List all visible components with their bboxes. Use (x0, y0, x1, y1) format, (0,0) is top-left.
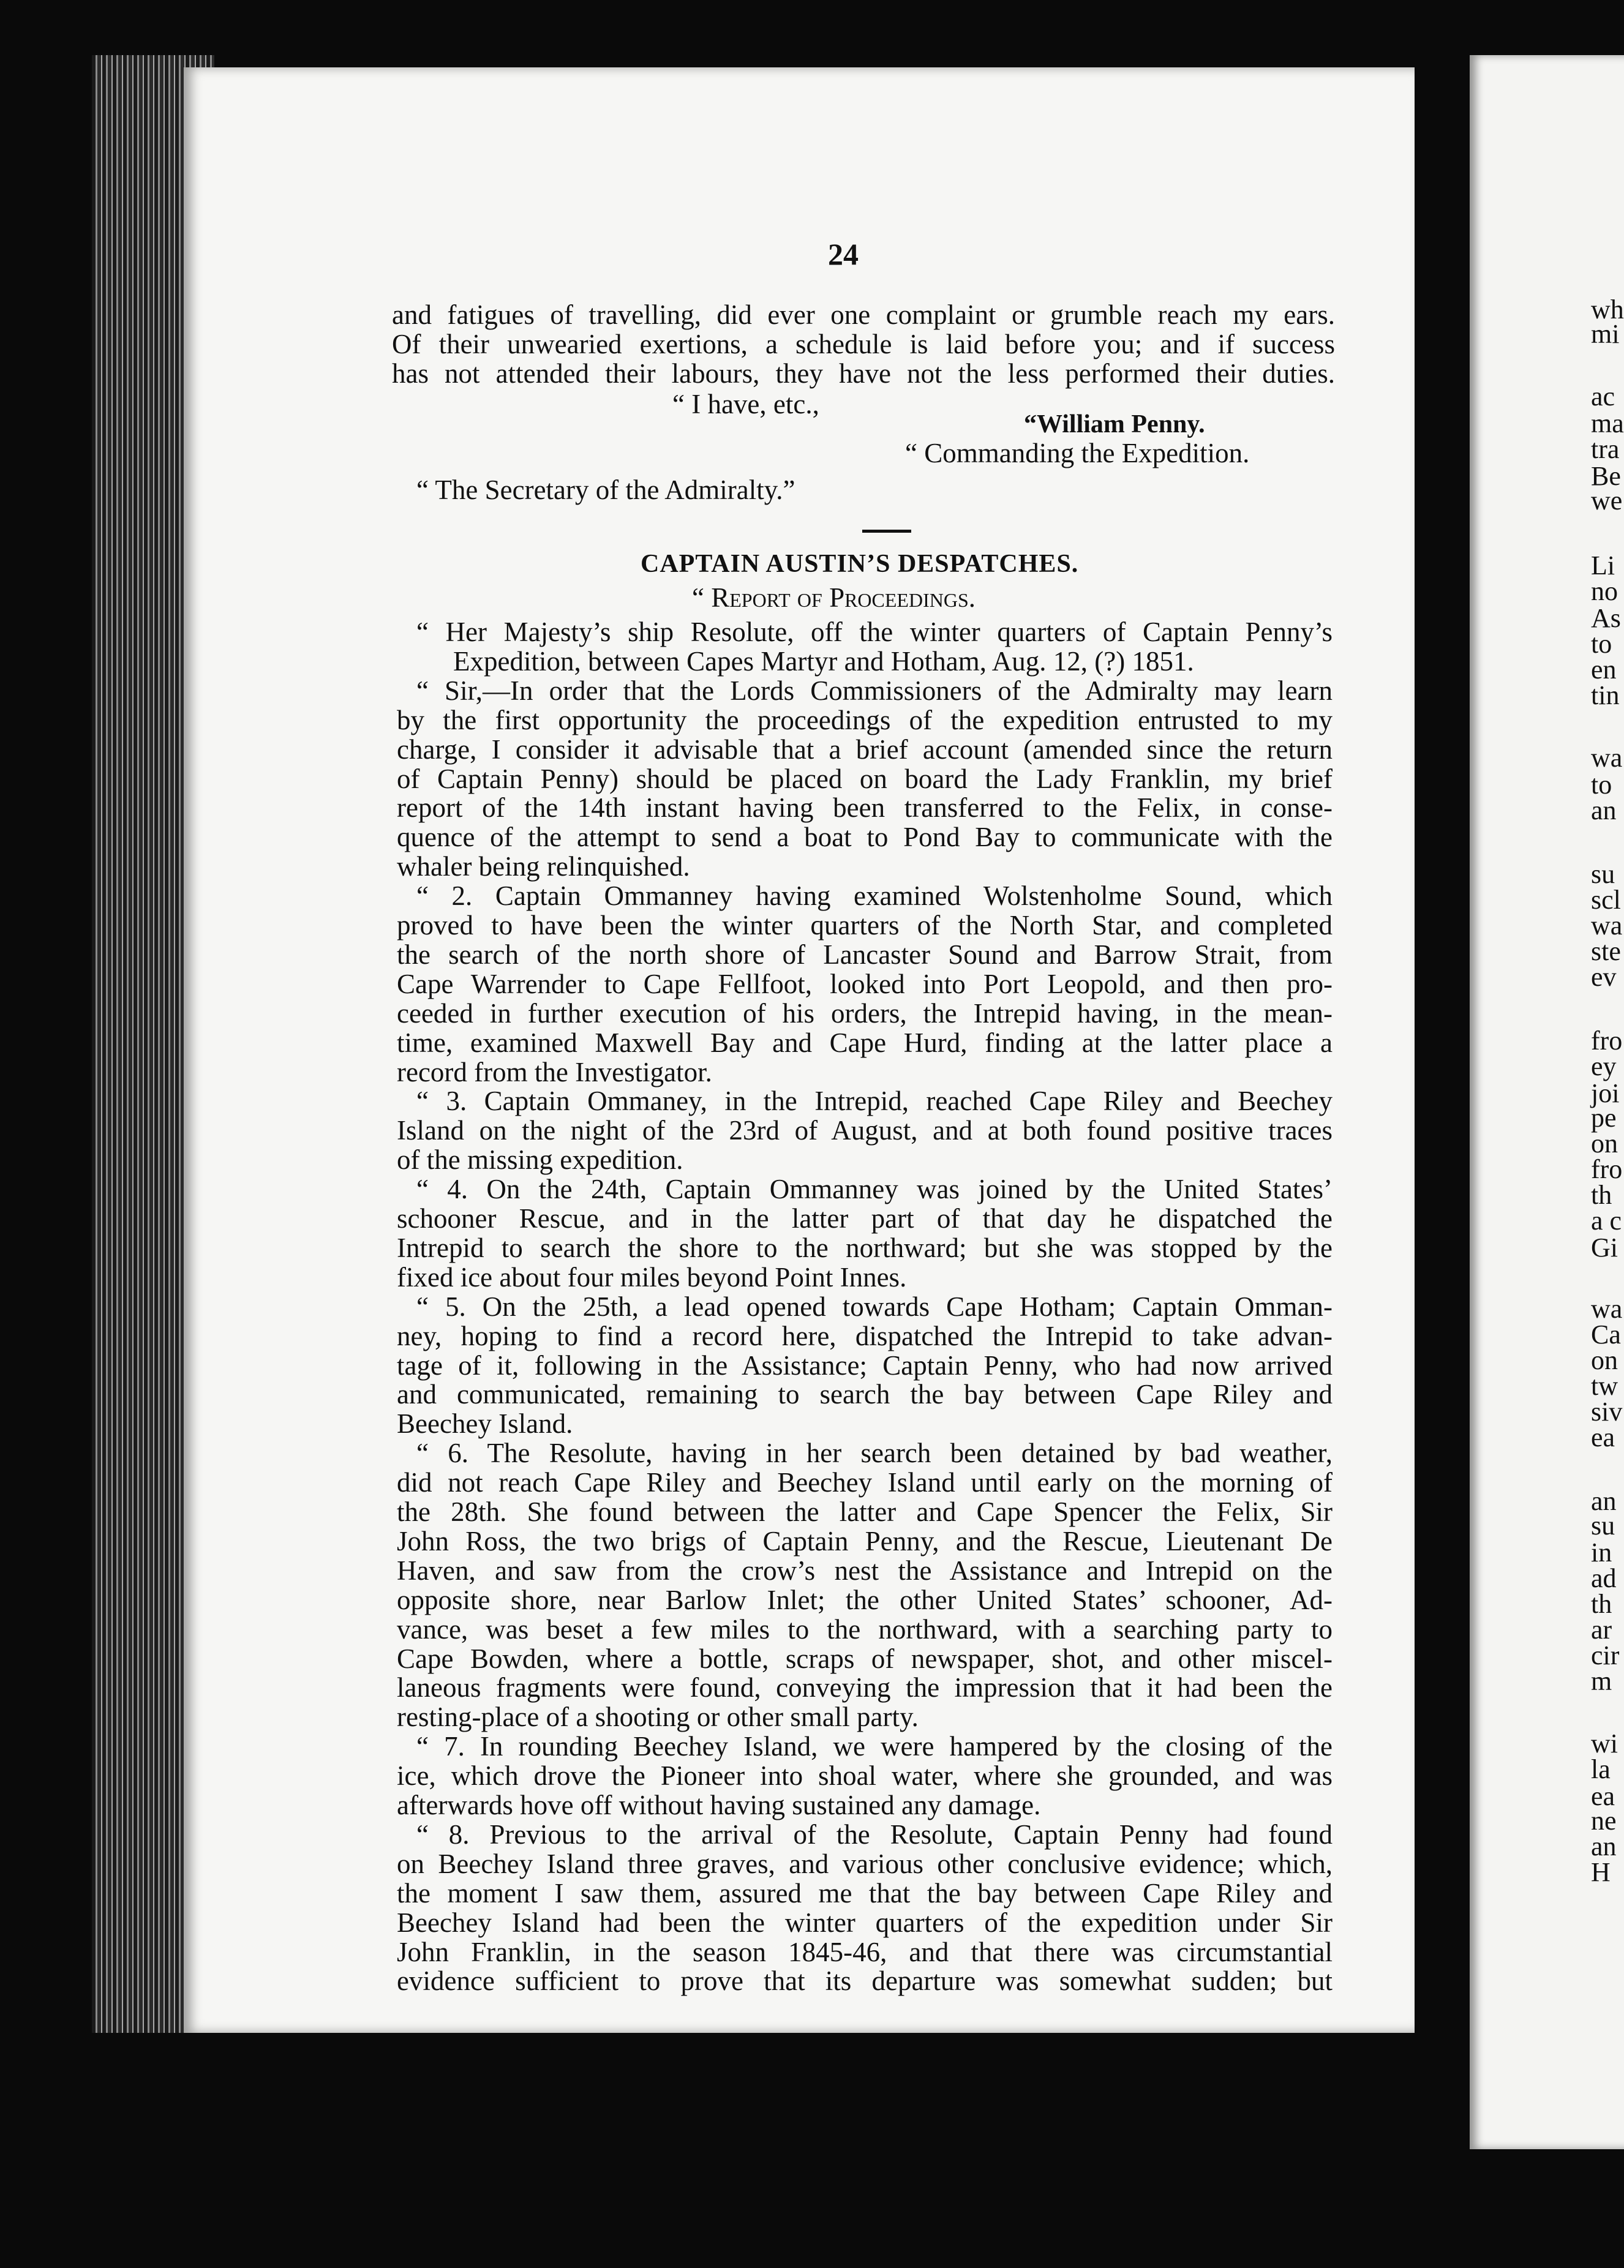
body-line: laneous fragments were found, conveying the impression that it had been the (397, 1672, 1333, 1703)
text-line: and fatigues of travelling, did ever one complaint or grumble reach my ears. (392, 299, 1335, 330)
body-line: ice, which drove the Pioneer into shoal water, where she grounded, and was (397, 1760, 1333, 1791)
facing-page-fragment: on (1591, 1345, 1618, 1375)
body-line: opposite shore, near Barlow Inlet; the other United States’ schooner, Ad- (397, 1585, 1333, 1615)
facing-page-fragment: wh (1591, 295, 1624, 325)
facing-page-fragment: Gi (1591, 1233, 1618, 1263)
facing-page-fragment: pe (1591, 1103, 1617, 1133)
facing-page-fragment: fro (1591, 1154, 1623, 1184)
facing-page-fragment: ma (1591, 408, 1624, 438)
body-line: “ 6. The Resolute, having in her search been detained by bad weather, (416, 1438, 1333, 1468)
body-line: the 28th. She found between the latter and Cape Spencer the Felix, Sir (397, 1496, 1333, 1527)
facing-page-fragment: joi (1591, 1078, 1620, 1108)
facing-page-fragment: tw (1591, 1371, 1618, 1401)
body-line: John Franklin, in the season 1845-46, and that there was circumstantial (397, 1937, 1333, 1967)
body-line: on Beechey Island three graves, and various other conclusive evidence; which, (397, 1849, 1333, 1879)
body-line: record from the Investigator. (397, 1057, 712, 1087)
body-line: Expedition, between Capes Martyr and Hotham, Aug. 12, (?) 1851. (453, 646, 1194, 677)
body-line: Beechey Island. (397, 1408, 573, 1439)
facing-page-fragment: tin (1591, 680, 1620, 710)
facing-page-fragment: ev (1591, 962, 1617, 992)
body-line: did not reach Cape Riley and Beechey Island until early on the morning of (397, 1467, 1333, 1498)
body-line: “ 3. Captain Ommaney, in the Intrepid, reached Cape Riley and Beechey (416, 1086, 1333, 1116)
facing-page-fragment: to (1591, 629, 1612, 659)
facing-page-fragment: on (1591, 1128, 1618, 1158)
text-line: has not attended their labours, they have not the less performed their duties. (392, 358, 1335, 389)
body-line: Island on the night of the 23rd of August, and at both found positive traces (397, 1115, 1333, 1146)
body-line: Cape Warrender to Cape Fellfoot, looked into Port Leopold, and then pro- (397, 969, 1333, 999)
text-line: Of their unwearied exertions, a schedule is laid before you; and if success (392, 329, 1335, 359)
facing-page-fragment: ne (1591, 1806, 1617, 1836)
body-line: resting-place of a shooting or other small party. (397, 1702, 919, 1732)
facing-page-fragment: tra (1591, 434, 1620, 464)
facing-page-fragment: Ca (1591, 1320, 1621, 1350)
facing-page-fragment: ad (1591, 1563, 1617, 1593)
body-line: Beechey Island had been the winter quarters of the expedition under Sir (397, 1907, 1333, 1938)
body-line: vance, was beset a few miles to the northward, with a searching party to (397, 1614, 1333, 1645)
body-line: quence of the attempt to send a boat to Pond Bay to communicate with the (397, 822, 1333, 852)
body-line: “ 7. In rounding Beechey Island, we were hampered by the closing of the (416, 1731, 1333, 1762)
body-line: ceeded in further execution of his orders, the Intrepid having, in the mean- (397, 998, 1333, 1029)
body-line: the moment I saw them, assured me that the bay between Cape Riley and (397, 1878, 1333, 1909)
body-line: tage of it, following in the Assistance; Captain Penny, who had now arrived (397, 1350, 1333, 1381)
facing-page-fragment: in (1591, 1538, 1612, 1568)
facing-page-fragment: siv (1591, 1397, 1623, 1427)
facing-page-fragment: wi (1591, 1729, 1618, 1759)
facing-page-fragment: ac (1591, 381, 1615, 411)
facing-page-fragment: cir (1591, 1640, 1620, 1670)
body-line: schooner Rescue, and in the latter part of that day he dispatched the (397, 1203, 1333, 1234)
signature: “William Penny. (1024, 410, 1205, 438)
body-line: afterwards hove off without having sustained any damage. (397, 1790, 1041, 1820)
facing-page-fragment: ea (1591, 1781, 1615, 1811)
facing-page-fragment: m (1591, 1666, 1612, 1696)
facing-page-fragment: la (1591, 1754, 1611, 1784)
body-line: Intrepid to search the shore to the northward; but she was stopped by the (397, 1233, 1333, 1263)
body-line: by the first opportunity the proceedings of the expedition entrusted to my (397, 705, 1333, 735)
facing-page-fragment: an (1591, 1486, 1617, 1516)
body-line: of Captain Penny) should be placed on board the Lady Franklin, my brief (397, 764, 1333, 794)
body-line: whaler being relinquished. (397, 851, 690, 882)
facing-page-fragment: wa (1591, 911, 1623, 941)
facing-page-fragment: to (1591, 770, 1612, 800)
signature-title: “ Commanding the Expedition. (905, 438, 1250, 468)
body-line: fixed ice about four miles beyond Point Innes. (397, 1262, 907, 1293)
facing-page-fragment: wa (1591, 1294, 1623, 1324)
section-heading: CAPTAIN AUSTIN’S DESPATCHES. (641, 550, 1079, 578)
facing-page-fragment: a c (1591, 1206, 1622, 1236)
body-line: “ Sir,—In order that the Lords Commissioners of the Admiralty may learn (416, 675, 1333, 706)
facing-page-fragment: scl (1591, 885, 1621, 915)
body-line: and communicated, remaining to search the bay between Cape Riley and (397, 1379, 1333, 1410)
body-line: the search of the north shore of Lancaster Sound and Barrow Strait, from (397, 939, 1333, 970)
section-divider (862, 530, 911, 533)
facing-page-fragment: Be (1591, 461, 1621, 491)
facing-page-fragment: fro (1591, 1026, 1623, 1056)
body-line: ney, hoping to find a record here, dispatched the Intrepid to take advan- (397, 1321, 1333, 1351)
body-line: “ Her Majesty’s ship Resolute, off the winter quarters of Captain Penny’s (416, 617, 1333, 647)
body-line: evidence sufficient to prove that its departure was somewhat sudden; but (397, 1966, 1333, 1996)
facing-page-fragment: mi (1591, 319, 1620, 349)
body-line: John Ross, the two brigs of Captain Penny, and the Rescue, Lieutenant De (397, 1526, 1333, 1556)
body-line: time, examined Maxwell Bay and Cape Hurd, finding at the latter place a (397, 1027, 1333, 1058)
addressee: “ The Secretary of the Admiralty.” (416, 475, 795, 505)
body-line: Cape Bowden, where a bottle, scraps of newspaper, shot, and other miscel- (397, 1643, 1333, 1674)
body-line: proved to have been the winter quarters of the North Star, and completed (397, 910, 1333, 941)
subheading: “ Report of Proceedings. (692, 582, 976, 613)
facing-page-fragment: th (1591, 1180, 1612, 1210)
facing-page-fragment: th (1591, 1589, 1612, 1619)
facing-page-fragment: su (1591, 859, 1615, 889)
facing-page-fragment: su (1591, 1511, 1615, 1541)
facing-page-fragment: ar (1591, 1615, 1612, 1645)
body-line: charge, I consider it advisable that a brief account (amended since the return (397, 734, 1333, 765)
body-line: “ 5. On the 25th, a lead opened towards Cape Hotham; Captain Omman- (416, 1291, 1333, 1322)
facing-page-fragment: ey (1591, 1051, 1617, 1081)
facing-page-fragment: H (1591, 1857, 1611, 1887)
facing-page-fragment: ste (1591, 936, 1621, 966)
facing-page-fragment: an (1591, 795, 1617, 825)
body-line: “ 8. Previous to the arrival of the Resolute, Captain Penny had found (416, 1819, 1333, 1850)
facing-page-fragment: ea (1591, 1422, 1615, 1452)
facing-page-fragment: en (1591, 655, 1617, 685)
facing-page-fragment: wa (1591, 743, 1623, 773)
page-number: 24 (828, 237, 859, 271)
facing-page-fragment: we (1591, 486, 1623, 516)
body-line: “ 4. On the 24th, Captain Ommanney was joined by the United States’ (416, 1174, 1333, 1204)
body-line: report of the 14th instant having been transferred to the Felix, in conse- (397, 792, 1333, 823)
facing-page-fragment: no (1591, 576, 1618, 606)
body-line: of the missing expedition. (397, 1144, 683, 1175)
body-line: Haven, and saw from the crow’s nest the Assistance and Intrepid on the (397, 1555, 1333, 1586)
body-line: “ 2. Captain Ommanney having examined Wolstenholme Sound, which (416, 881, 1333, 911)
closing-salutation: “ I have, etc., (672, 389, 819, 419)
facing-page-fragment: As (1591, 603, 1621, 633)
facing-page-fragment: Li (1591, 550, 1615, 580)
facing-page-fragment: an (1591, 1831, 1617, 1861)
